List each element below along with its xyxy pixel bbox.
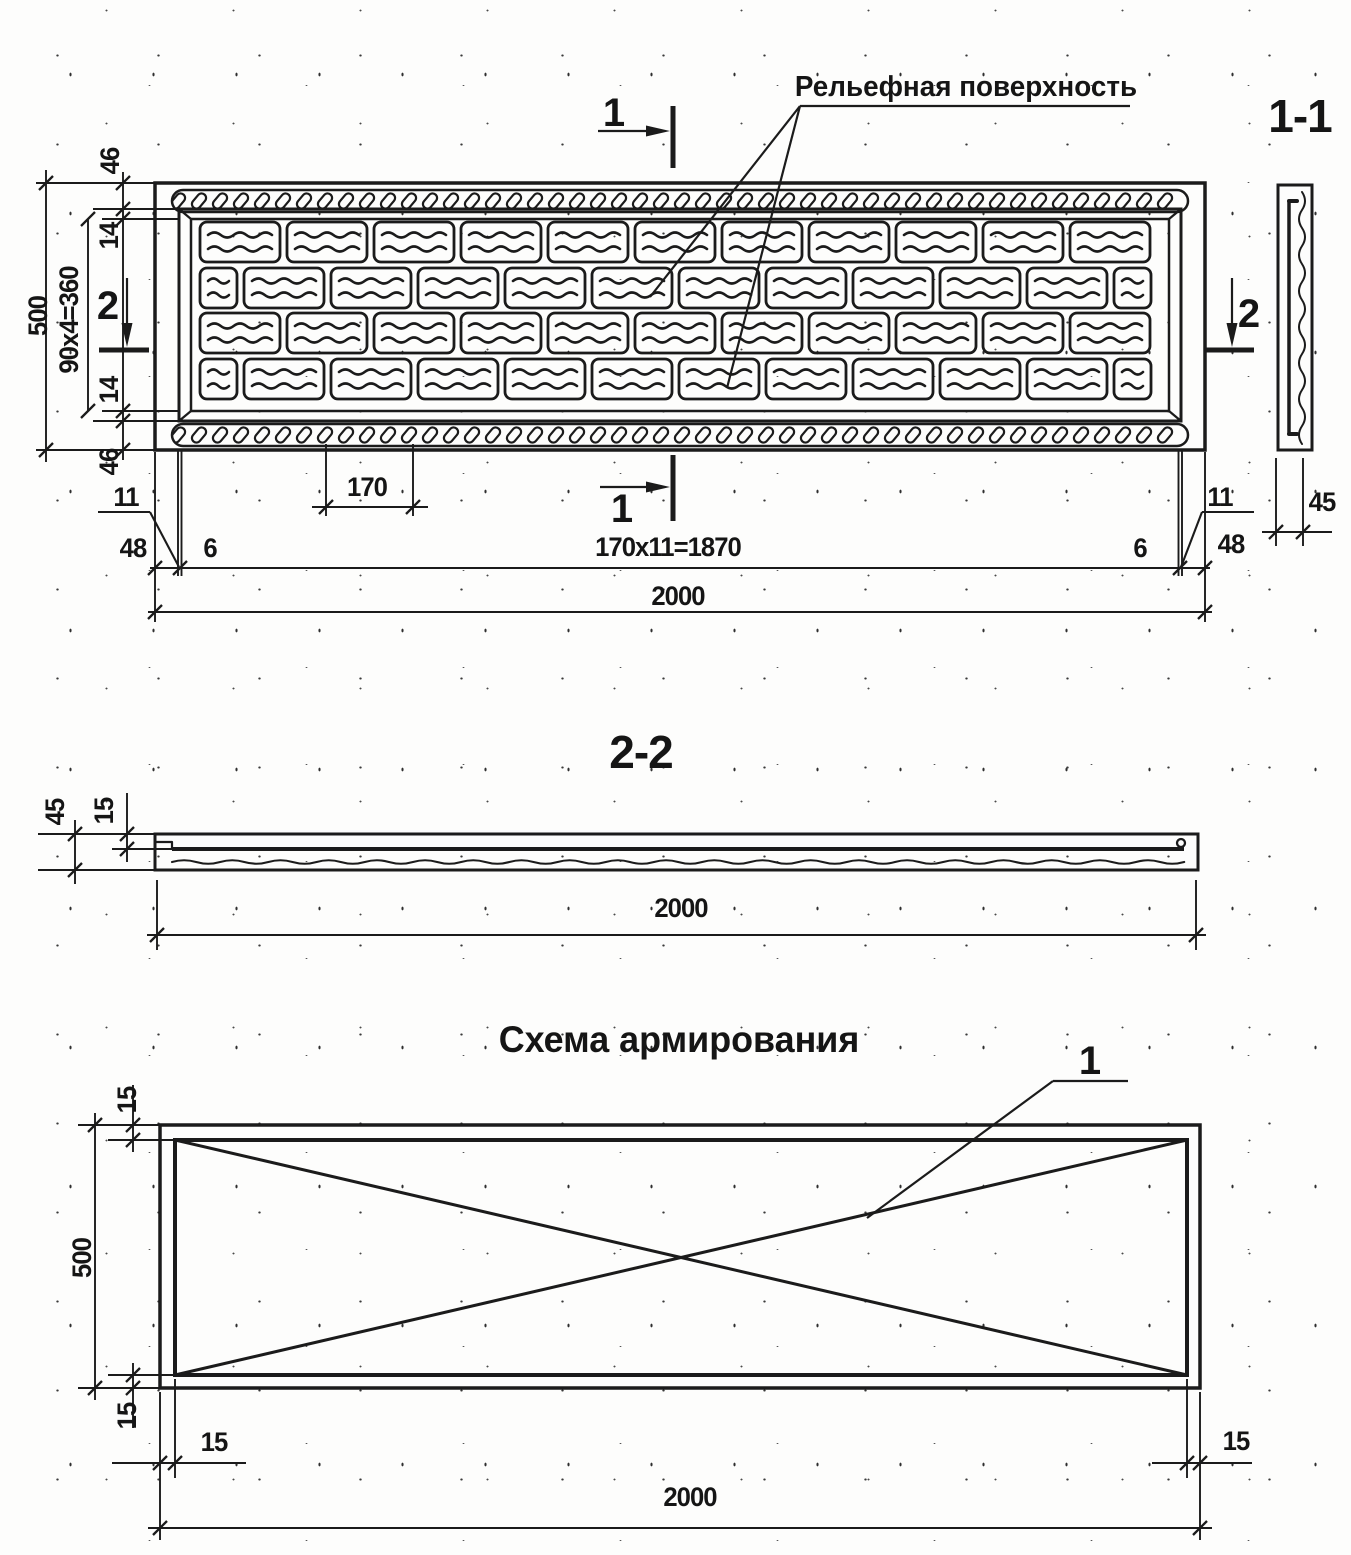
cut-2-left-label: 2 — [96, 283, 120, 328]
dim-cover-bottom: 15 — [111, 1402, 142, 1430]
dim-joint-left: 6 — [203, 532, 217, 563]
dim-cover-left: 15 — [200, 1426, 228, 1457]
dim-total-length-main: 2000 — [651, 580, 705, 611]
main-elevation-view — [99, 106, 1254, 521]
reinforcement-title: Схема армирования — [498, 1019, 860, 1060]
dim-end-left: 48 — [119, 532, 147, 563]
cut-1-bottom-label: 1 — [610, 486, 634, 531]
dim-end-right: 48 — [1217, 528, 1245, 559]
bar-mark-label: 1 — [1078, 1038, 1102, 1083]
reinforcement-scheme-view — [78, 1081, 1252, 1540]
dim-pitch-run: 170x11=1870 — [595, 531, 741, 562]
dim-thickness-1-1: 45 — [1308, 486, 1336, 517]
dim-brick-pitch: 170 — [347, 471, 387, 502]
section-2-2-title: 2-2 — [609, 726, 673, 778]
dim-brick-rows: 90x4=360 — [53, 266, 84, 374]
dim-frame-top: 14 — [93, 222, 124, 250]
dim-frame-bottom: 14 — [93, 376, 124, 404]
dim-relief-depth-2-2: 15 — [88, 797, 119, 825]
section-1-1-title: 1-1 — [1268, 90, 1332, 142]
dim-height-scheme: 500 — [66, 1238, 97, 1278]
dim-border-bottom: 46 — [93, 448, 124, 476]
dim-joint-offset-right: 11 — [1207, 481, 1233, 512]
dim-total-height: 500 — [22, 296, 53, 336]
dim-length-2-2: 2000 — [654, 892, 708, 923]
dim-joint-offset-left: 11 — [113, 481, 139, 512]
dim-joint-right: 6 — [1133, 532, 1147, 563]
dim-border-top: 46 — [94, 147, 125, 175]
cut-2-right-label: 2 — [1237, 291, 1261, 336]
cut-1-top-label: 1 — [602, 90, 626, 135]
dim-cover-right: 15 — [1222, 1425, 1250, 1456]
dim-thickness-2-2: 45 — [39, 798, 70, 826]
section-2-2-view — [38, 793, 1206, 950]
relief-surface-label: Рельефная поверхность — [794, 70, 1138, 103]
dim-cover-top: 15 — [111, 1086, 142, 1114]
dim-length-scheme: 2000 — [663, 1481, 717, 1512]
